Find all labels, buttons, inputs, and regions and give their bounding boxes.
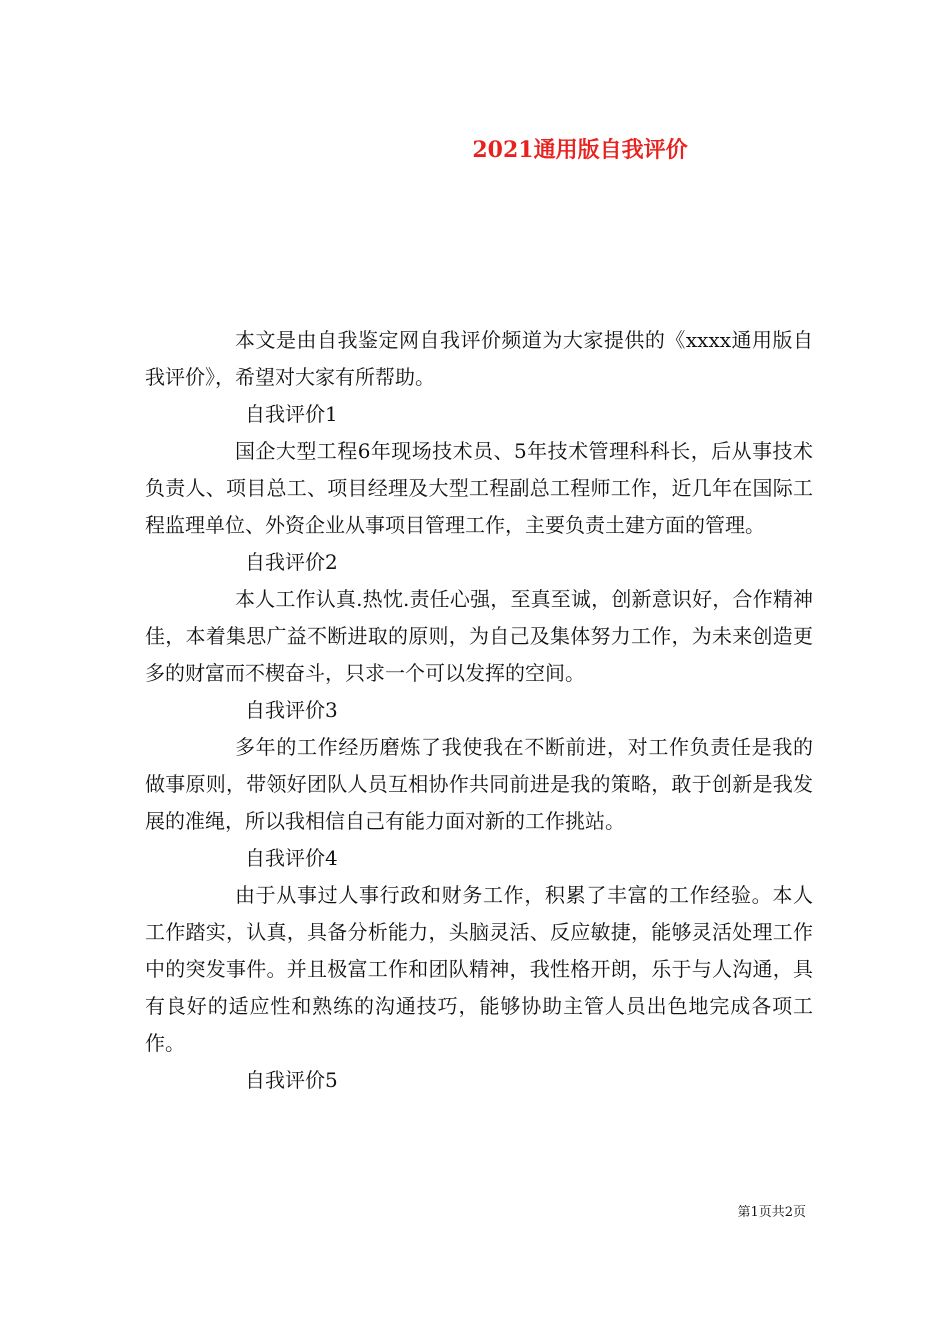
section-heading: 自我评价5 (245, 1068, 338, 1092)
section-heading: 自我评价3 (245, 698, 338, 722)
intro-paragraph: 本文是由自我鉴定网自我评价频道为大家提供的《xxxx通用版自我评价》，希望对大家有所帮助。 (145, 328, 813, 389)
document-title: 2021通用版自我评价 (472, 137, 688, 163)
section-paragraph: 由于从事过人事行政和财务工作，积累了丰富的工作经验。本人工作踏实，认真，具备分析能力，头脑灵活、反应敏捷，能够灵活处理工作中的突发事件。并且极富工作和团队精神，我性格开朗，乐于与人沟通，具有良好的适应性和熟练的沟通技巧，能够协助主管人员出色地完成各项工作。 (145, 883, 813, 1055)
document-body (145, 322, 813, 1099)
page-number-footer: 第1页共2页 (737, 1205, 806, 1220)
section-heading: 自我评价4 (245, 846, 338, 870)
section-heading: 自我评价1 (245, 402, 338, 426)
section-paragraph: 国企大型工程6年现场技术员、5年技术管理科科长，后从事技术负责人、项目总工、项目经理及大型工程副总工程师工作，近几年在国际工程监理单位、外资企业从事项目管理工作，主要负责土建方面的管理。 (145, 439, 813, 537)
section-heading: 自我评价2 (245, 550, 338, 574)
section-paragraph: 本人工作认真.热忱.责任心强，至真至诚，创新意识好，合作精神佳，本着集思广益不断进取的原则，为自己及集体努力工作，为未来创造更多的财富而不楔奋斗，只求一个可以发挥的空间。 (145, 587, 813, 685)
section-paragraph: 多年的工作经历磨炼了我使我在不断前进，对工作负责任是我的做事原则，带领好团队人员互相协作共同前进是我的策略，敢于创新是我发展的准绳，所以我相信自己有能力面对新的工作挑站。 (145, 735, 813, 833)
